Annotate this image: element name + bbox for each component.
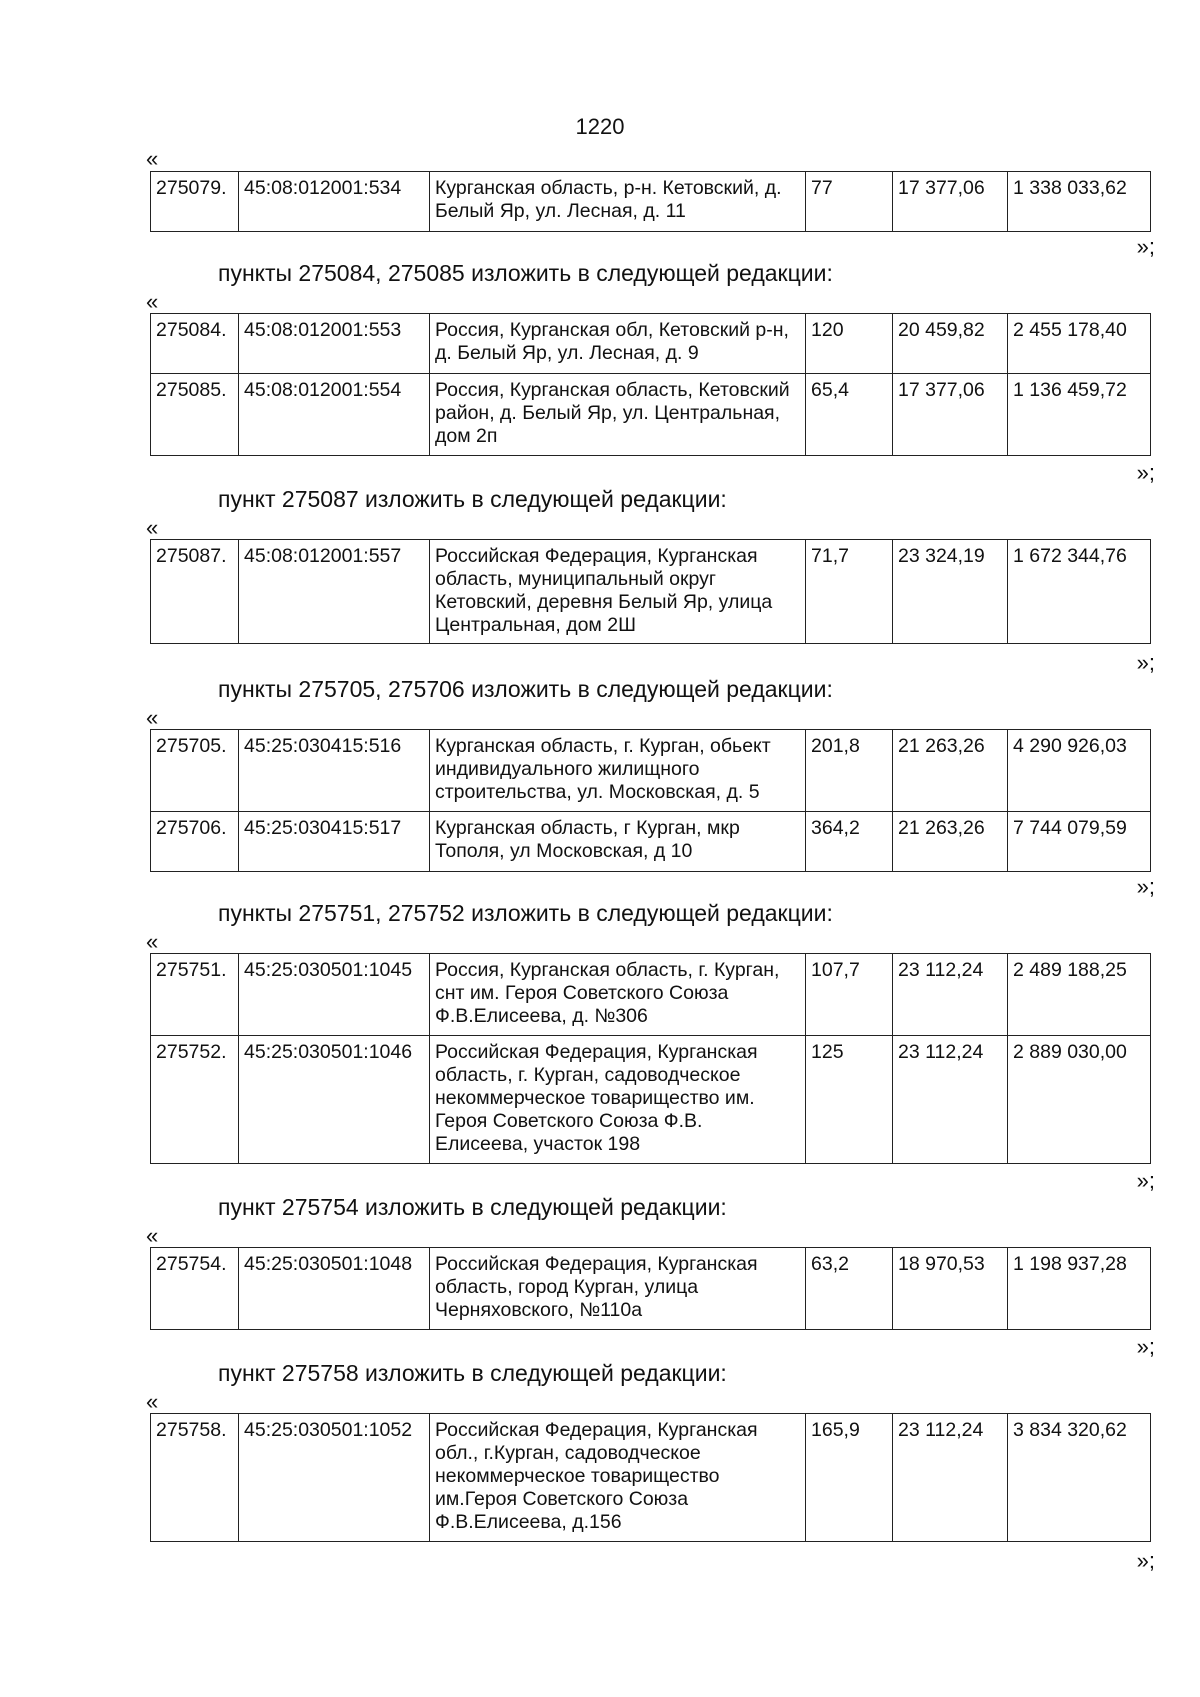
row-number: 275751. [151, 954, 239, 1036]
property-table [150, 1413, 1151, 1542]
area: 125 [806, 1036, 893, 1164]
unit-price: 20 459,82 [893, 314, 1008, 374]
property-table [150, 729, 1151, 872]
table-row [151, 374, 1151, 456]
row-number: 275084. [151, 314, 239, 374]
area: 364,2 [806, 812, 893, 872]
table-row [151, 954, 1151, 1036]
section-heading: пункт 275754 изложить в следующей редакции: [218, 1194, 727, 1220]
area: 63,2 [806, 1248, 893, 1330]
cadastral-number: 45:08:012001:557 [239, 540, 430, 644]
unit-price: 21 263,26 [893, 812, 1008, 872]
area: 71,7 [806, 540, 893, 644]
open-quote: « [146, 1223, 159, 1248]
cadastral-number: 45:25:030501:1048 [239, 1248, 430, 1330]
section-heading: пункты 275751, 275752 изложить в следующей редакции: [218, 900, 833, 926]
property-table [150, 1247, 1151, 1330]
table-row [151, 1036, 1151, 1164]
close-quote: »; [1136, 1548, 1155, 1573]
property-table [150, 313, 1151, 456]
cadastral-value: 1 338 033,62 [1008, 172, 1151, 232]
cadastral-value: 1 672 344,76 [1008, 540, 1151, 644]
table-row [151, 1248, 1151, 1330]
property-table [150, 539, 1151, 644]
unit-price: 17 377,06 [893, 172, 1008, 232]
table-row [151, 314, 1151, 374]
open-quote: « [146, 289, 159, 314]
open-quote: « [146, 515, 159, 540]
close-quote: »; [1136, 1334, 1155, 1359]
address: Российская Федерация, Курганская область, муниципальный округ Кетовский, деревня Белый Яр, улица Центральная, дом 2Ш [430, 540, 806, 644]
address: Курганская область, г Курган, мкр Тополя, ул Московская, д 10 [430, 812, 806, 872]
table-row [151, 812, 1151, 872]
area: 65,4 [806, 374, 893, 456]
address: Курганская область, г. Курган, обьект индивидуального жилищного строительства, ул. Московская, д. 5 [430, 730, 806, 812]
address: Российская Федерация, Курганская область, г. Курган, садоводческое некоммерческое товарищество им. Героя Советского Союза Ф.В. Елисеева, участок 198 [430, 1036, 806, 1164]
open-quote: « [146, 705, 159, 730]
cadastral-value: 2 889 030,00 [1008, 1036, 1151, 1164]
unit-price: 23 112,24 [893, 1414, 1008, 1542]
section-heading: пункт 275758 изложить в следующей редакции: [218, 1360, 727, 1386]
section-heading: пункты 275705, 275706 изложить в следующей редакции: [218, 676, 833, 702]
address: Российская Федерация, Курганская обл., г.Курган, садоводческое некоммерческое товарищество им.Героя Советского Союза Ф.В.Елисеева, д.156 [430, 1414, 806, 1542]
row-number: 275085. [151, 374, 239, 456]
row-number: 275754. [151, 1248, 239, 1330]
address: Россия, Курганская область, Кетовский район, д. Белый Яр, ул. Центральная, дом 2п [430, 374, 806, 456]
cadastral-number: 45:25:030501:1052 [239, 1414, 430, 1542]
row-number: 275758. [151, 1414, 239, 1542]
address: Россия, Курганская область, г. Курган, снт им. Героя Советского Союза Ф.В.Елисеева, д. №306 [430, 954, 806, 1036]
unit-price: 23 112,24 [893, 1036, 1008, 1164]
unit-price: 23 324,19 [893, 540, 1008, 644]
cadastral-value: 4 290 926,03 [1008, 730, 1151, 812]
close-quote: »; [1136, 460, 1155, 485]
page-number: 1220 [575, 114, 625, 139]
close-quote: »; [1136, 234, 1155, 259]
area: 77 [806, 172, 893, 232]
close-quote: »; [1136, 874, 1155, 899]
cadastral-number: 45:25:030501:1046 [239, 1036, 430, 1164]
open-quote: « [146, 929, 159, 954]
section-heading: пункты 275084, 275085 изложить в следующей редакции: [218, 260, 833, 286]
row-number: 275706. [151, 812, 239, 872]
cadastral-value: 1 198 937,28 [1008, 1248, 1151, 1330]
table-row [151, 730, 1151, 812]
row-number: 275087. [151, 540, 239, 644]
table-row [151, 540, 1151, 644]
unit-price: 17 377,06 [893, 374, 1008, 456]
open-quote: « [146, 146, 159, 171]
unit-price: 18 970,53 [893, 1248, 1008, 1330]
cadastral-number: 45:08:012001:554 [239, 374, 430, 456]
cadastral-value: 2 455 178,40 [1008, 314, 1151, 374]
table-row [151, 1414, 1151, 1542]
cadastral-value: 1 136 459,72 [1008, 374, 1151, 456]
cadastral-value: 7 744 079,59 [1008, 812, 1151, 872]
unit-price: 21 263,26 [893, 730, 1008, 812]
area: 165,9 [806, 1414, 893, 1542]
cadastral-value: 2 489 188,25 [1008, 954, 1151, 1036]
cadastral-number: 45:25:030415:516 [239, 730, 430, 812]
address: Россия, Курганская обл, Кетовский р-н, д. Белый Яр, ул. Лесная, д. 9 [430, 314, 806, 374]
row-number: 275079. [151, 172, 239, 232]
cadastral-number: 45:25:030415:517 [239, 812, 430, 872]
property-table [150, 171, 1151, 232]
section-heading: пункт 275087 изложить в следующей редакции: [218, 486, 727, 512]
cadastral-number: 45:08:012001:553 [239, 314, 430, 374]
cadastral-number: 45:08:012001:534 [239, 172, 430, 232]
cadastral-number: 45:25:030501:1045 [239, 954, 430, 1036]
area: 201,8 [806, 730, 893, 812]
area: 107,7 [806, 954, 893, 1036]
address: Российская Федерация, Курганская область, город Курган, улица Черняховского, №110а [430, 1248, 806, 1330]
unit-price: 23 112,24 [893, 954, 1008, 1036]
open-quote: « [146, 1389, 159, 1414]
close-quote: »; [1136, 1168, 1155, 1193]
close-quote: »; [1136, 650, 1155, 675]
address: Курганская область, р-н. Кетовский, д. Белый Яр, ул. Лесная, д. 11 [430, 172, 806, 232]
cadastral-value: 3 834 320,62 [1008, 1414, 1151, 1542]
table-row [151, 172, 1151, 232]
row-number: 275752. [151, 1036, 239, 1164]
property-table [150, 953, 1151, 1164]
row-number: 275705. [151, 730, 239, 812]
area: 120 [806, 314, 893, 374]
